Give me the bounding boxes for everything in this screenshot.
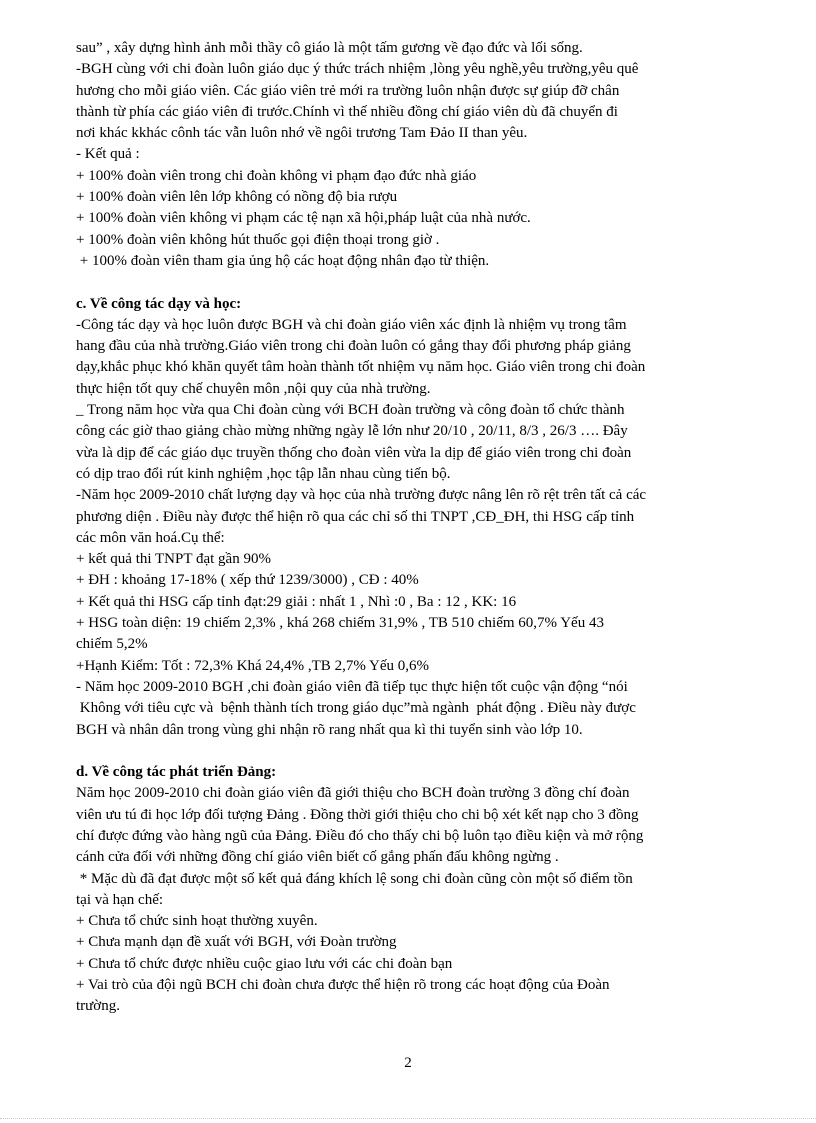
result-item: + 100% đoàn viên trong chi đoàn không vi phạm đạo đức nhà giáo [76, 167, 477, 184]
text-line: phương diện . Điều này được thể hiện rõ qua các chỉ số thi TNPT ,CĐ_ĐH, thi HSG cấp tỉnh [76, 508, 635, 525]
text-line: -Năm học 2009-2010 chất lượng dạy và học của nhà trường được nâng lên rõ rệt trên tất cả các [76, 487, 647, 504]
text-line: chí được đứng vào hàng ngũ của Đảng. Điều đó cho thấy chi bộ luôn tạo điều kiện và mở rộng [76, 827, 644, 844]
result-item: + 100% đoàn viên không vi phạm các tệ nạn xã hội,pháp luật của nhà nước. [76, 210, 531, 227]
section-heading: c. Về công tác dạy và học: [76, 295, 242, 312]
text-line: thành từ phía các giáo viên đi trước.Chính vì thế nhiều đồng chí giáo viên dù đã chuyển đi [76, 103, 618, 120]
text-line: _ Trong năm học vừa qua Chi đoàn cùng với BCH đoàn trường và công đoàn tổ chức thành [76, 402, 625, 419]
section-party-development [76, 762, 744, 1018]
page-number: 2 [404, 1055, 412, 1071]
result-item: + HSG toàn diện: 19 chiếm 2,3% , khá 268 chiếm 31,9% , TB 510 chiếm 60,7% Yếu 43 [76, 615, 604, 632]
page-content [76, 38, 744, 1018]
section-heading: d. Về công tác phát triển Đảng: [76, 764, 277, 781]
intro-block [76, 38, 744, 272]
text-line: BGH và nhân dân trong vùng ghi nhận rõ rang nhất qua kì thi tuyển sinh vào lớp 10. [76, 721, 583, 738]
paragraph-gap [76, 272, 744, 293]
text-line: * Mặc dù đã đạt được một số kết quả đáng khích lệ song chi đoàn cũng còn một số điểm tồn [76, 870, 633, 887]
result-item: + Kết quả thi HSG cấp tỉnh đạt:29 giải : nhất 1 , Nhì :0 , Ba : 12 , KK: 16 [76, 593, 517, 610]
text-line: -BGH cùng với chi đoàn luôn giáo dục ý thức trách nhiệm ,lòng yêu nghề,yêu trường,yêu quê [76, 61, 639, 78]
result-item: + 100% đoàn viên lên lớp không có nồng độ bia rượu [76, 189, 398, 206]
section-teaching [76, 294, 744, 741]
text-line: trường. [76, 998, 120, 1015]
text-line: viên ưu tú đi học lớp đối tượng Đảng . Đồng thời giới thiệu cho chi bộ xét kết nạp cho 3 đồng [76, 806, 639, 823]
text-line: Không với tiêu cực và bệnh thành tích trong giáo dục”mà ngành phát động . Điều này được [76, 700, 636, 717]
text-line: - Năm học 2009-2010 BGH ,chi đoàn giáo viên đã tiếp tục thực hiện tốt cuộc vận động “nói [76, 678, 628, 695]
result-item: + kết quả thi TNPT đạt gần 90% [76, 551, 271, 568]
text-line: các môn văn hoá.Cụ thể: [76, 529, 225, 546]
text-line: nơi khác kkhác cônh tác vẫn luôn nhớ về ngôi trương Tam Đảo II than yêu. [76, 125, 528, 142]
page-bottom-divider [0, 1118, 816, 1119]
text-line: cánh cửa đối với những đồng chí giáo viên biết cố gắng phấn đấu không ngừng . [76, 849, 559, 866]
text-line: sau” , xây dựng hình ảnh mỗi thầy cô giáo là một tấm gương về đạo đức và lối sống. [76, 40, 583, 56]
limitation-item: + Vai trò của đội ngũ BCH chi đoàn chưa được thể hiện rõ trong các hoạt động của Đoàn [76, 977, 610, 994]
text-line: thực hiện tốt quy chế chuyên môn ,nội quy của nhà trường. [76, 380, 431, 397]
limitation-item: + Chưa mạnh dạn đề xuất với BGH, với Đoàn trường [76, 934, 397, 951]
text-line: hương cho mỗi giáo viên. Các giáo viên trẻ mới ra trường luôn nhận được sự giúp đỡ chân [76, 82, 620, 99]
text-line: vừa là dịp để các giáo dục truyền thống cho đoàn viên vừa la dịp để giáo viên trong chi đoàn [76, 444, 632, 461]
result-item: + 100% đoàn viên không hút thuốc gọi điện thoại trong giờ . [76, 231, 440, 248]
limitation-item: + Chưa tổ chức sinh hoạt thường xuyên. [76, 913, 318, 930]
paragraph-gap [76, 741, 744, 762]
text-line: chiếm 5,2% [76, 636, 148, 653]
result-item: + ĐH : khoảng 17-18% ( xếp thứ 1239/3000) , CĐ : 40% [76, 572, 419, 589]
text-line: công các giờ thao giảng chào mừng những ngày lễ lớn như 20/10 , 20/11, 8/3 , 26/3 …. Đây [76, 423, 628, 440]
text-line: dạy,khắc phục khó khăn quyết tâm hoàn thành tốt nhiệm vụ năm học. Giáo viên trong chi đoàn [76, 359, 646, 376]
text-line: Năm học 2009-2010 chi đoàn giáo viên đã giới thiệu cho BCH đoàn trường 3 đồng chí đoàn [76, 785, 630, 802]
result-item: +Hạnh Kiểm: Tốt : 72,3% Khá 24,4% ,TB 2,7% Yếu 0,6% [76, 657, 429, 674]
text-line: -Công tác dạy và học luôn được BGH và chi đoàn giáo viên xác định là nhiệm vụ trong tâm [76, 316, 627, 333]
text-line: hang đầu của nhà trường.Giáo viên trong chi đoàn luôn có gắng thay đổi phương pháp giảng [76, 338, 631, 355]
text-line: tại và hạn chế: [76, 891, 164, 908]
text-line: có dịp trao đổi rút kinh nghiệm ,học tập lẫn nhau cùng tiến bộ. [76, 465, 451, 482]
result-item: + 100% đoàn viên tham gia ủng hộ các hoạt động nhân đạo từ thiện. [76, 252, 490, 269]
limitation-item: + Chưa tổ chức được nhiều cuộc giao lưu với các chi đoàn bạn [76, 955, 453, 972]
results-label: - Kết quả : [76, 146, 140, 163]
